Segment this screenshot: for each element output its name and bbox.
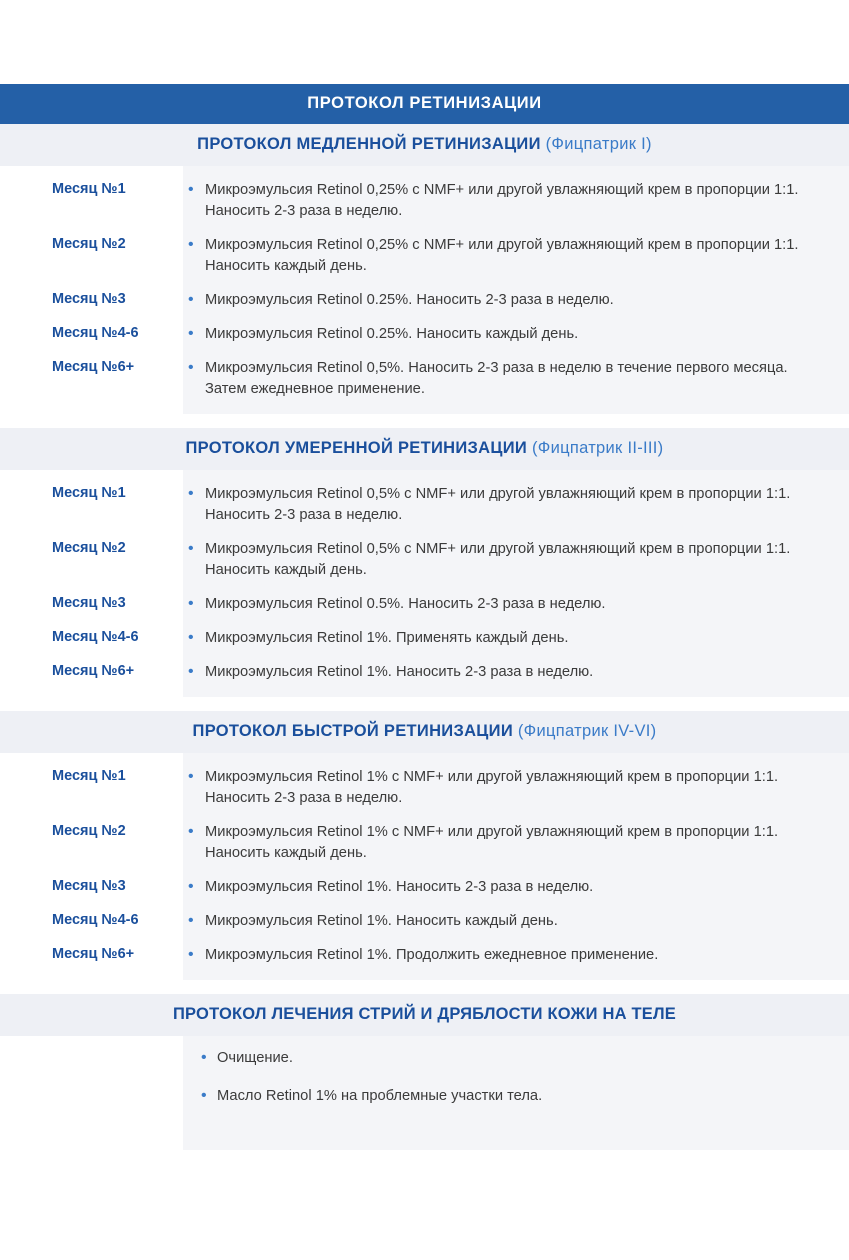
row-month: Месяц №2 [52,236,126,252]
row-text: Микроэмульсия Retinol 0,5%. Наносить 2-3 раза в неделю в течение первого месяца. Затем ежедневное применение. [205,360,788,397]
row-text: Микроэмульсия Retinol 0,5% с NMF+ или другой увлажняющий крем в пропорции 1:1. Наносить 2-3 раза в неделю. [205,486,791,523]
table-row [0,358,849,400]
section-title-body: ПРОТОКОЛ ЛЕЧЕНИЯ СТРИЙ И ДРЯБЛОСТИ КОЖИ НА ТЕЛЕ [173,1005,676,1023]
section-title-slow: ПРОТОКОЛ МЕДЛЕННОЙ РЕТИНИЗАЦИИ [197,135,541,153]
section-body-body [0,1036,849,1150]
row-month: Месяц №6+ [52,663,135,679]
section-body-moderate [0,470,849,697]
row-content [183,911,849,932]
bullet-icon: • [188,359,194,376]
row-content [183,180,849,222]
row-text: Микроэмульсия Retinol 0,25% с NMF+ или другой увлажняющий крем в пропорции 1:1. Наносить 2-3 раза в неделю. [205,182,799,219]
table-row [0,628,849,649]
table-row [0,877,849,898]
row-month: Месяц №2 [52,540,126,556]
row-text: Микроэмульсия Retinol 0.5%. Наносить 2-3 раза в неделю. [205,596,606,612]
section-header-slow [0,124,849,166]
table-row [0,484,849,526]
section-body-fast [0,753,849,980]
bullet-icon: • [188,540,194,557]
row-content [183,822,849,864]
row-text: Микроэмульсия Retinol 1%. Наносить каждый день. [205,913,558,929]
row-content [183,628,849,649]
row-content [183,324,849,345]
rows-fast [0,753,849,980]
row-content [183,484,849,526]
row-content [183,290,849,311]
row-content [183,594,849,615]
row-text: Микроэмульсия Retinol 1%. Применять каждый день. [205,630,569,646]
section-divider [0,980,849,994]
row-month: Месяц №6+ [52,946,135,962]
table-row [0,324,849,345]
section-fitzpatrick-fast: (Фицпатрик IV-VI) [517,722,657,740]
row-content [183,945,849,966]
rows-body [0,1036,849,1150]
table-row [0,180,849,222]
section-title-moderate: ПРОТОКОЛ УМЕРЕННОЙ РЕТИНИЗАЦИИ [185,439,528,457]
bullet-icon: • [188,946,194,963]
row-text: Микроэмульсия Retinol 1% с NMF+ или другой увлажняющий крем в пропорции 1:1. Наносить 2-3 раза в неделю. [205,769,779,806]
row-content [183,235,849,277]
list-item-text: Масло Retinol 1% на проблемные участки тела. [217,1088,543,1104]
table-row [0,594,849,615]
list-item [0,1086,849,1107]
rows-moderate [0,470,849,697]
row-text: Микроэмульсия Retinol 0.25%. Наносить каждый день. [205,326,579,342]
table-row [0,822,849,864]
row-text: Микроэмульсия Retinol 1% с NMF+ или другой увлажняющий крем в пропорции 1:1. Наносить каждый день. [205,824,779,861]
bullet-icon: • [188,291,194,308]
bullet-icon: • [188,181,194,198]
bullet-icon: • [188,768,194,785]
row-month: Месяц №3 [52,878,126,894]
row-text: Микроэмульсия Retinol 1%. Продолжить ежедневное применение. [205,947,659,963]
table-row [0,767,849,809]
row-month: Месяц №3 [52,595,126,611]
bullet-icon: • [188,912,194,929]
table-row [0,539,849,581]
list-item-text: Очищение. [217,1050,293,1066]
section-divider [0,414,849,428]
table-row [0,662,849,683]
bullet-icon: • [188,629,194,646]
row-month: Месяц №1 [52,485,126,501]
section-title-fast: ПРОТОКОЛ БЫСТРОЙ РЕТИНИЗАЦИИ [192,722,513,740]
row-content [183,767,849,809]
row-text: Микроэмульсия Retinol 0,25% с NMF+ или другой увлажняющий крем в пропорции 1:1. Наносить каждый день. [205,237,799,274]
bullet-icon: • [188,325,194,342]
table-row [0,235,849,277]
bullet-icon: • [201,1087,207,1104]
rows-slow [0,166,849,414]
top-margin [0,0,849,42]
section-header-moderate [0,428,849,470]
row-text: Микроэмульсия Retinol 0,5% с NMF+ или другой увлажняющий крем в пропорции 1:1. Наносить каждый день. [205,541,791,578]
row-month: Месяц №3 [52,291,126,307]
row-month: Месяц №4-6 [52,325,139,341]
row-text: Микроэмульсия Retinol 0.25%. Наносить 2-3 раза в неделю. [205,292,614,308]
bullet-icon: • [188,485,194,502]
row-content [183,662,849,683]
row-content [183,877,849,898]
table-row [0,945,849,966]
row-month: Месяц №1 [52,181,126,197]
bullet-icon: • [201,1049,207,1066]
bullet-icon: • [188,663,194,680]
row-month: Месяц №4-6 [52,629,139,645]
bottom-margin [0,1150,849,1260]
bullet-icon: • [188,236,194,253]
list-item [0,1048,849,1069]
section-divider [0,697,849,711]
section-header-body [0,994,849,1036]
table-row [0,290,849,311]
row-text: Микроэмульсия Retinol 1%. Наносить 2-3 раза в неделю. [205,664,594,680]
row-month: Месяц №1 [52,768,126,784]
page-title: ПРОТОКОЛ РЕТИНИЗАЦИИ [0,84,849,124]
bullet-icon: • [188,878,194,895]
table-row [0,911,849,932]
row-content [183,539,849,581]
row-month: Месяц №6+ [52,359,135,375]
section-fitzpatrick-moderate: (Фицпатрик II-III) [531,439,664,457]
row-text: Микроэмульсия Retinol 1%. Наносить 2-3 раза в неделю. [205,879,594,895]
bullet-icon: • [188,823,194,840]
row-month: Месяц №2 [52,823,126,839]
section-fitzpatrick-slow: (Фицпатрик I) [545,135,652,153]
row-content [183,358,849,400]
bullet-icon: • [188,595,194,612]
section-header-fast [0,711,849,753]
section-body-slow [0,166,849,414]
row-month: Месяц №4-6 [52,912,139,928]
